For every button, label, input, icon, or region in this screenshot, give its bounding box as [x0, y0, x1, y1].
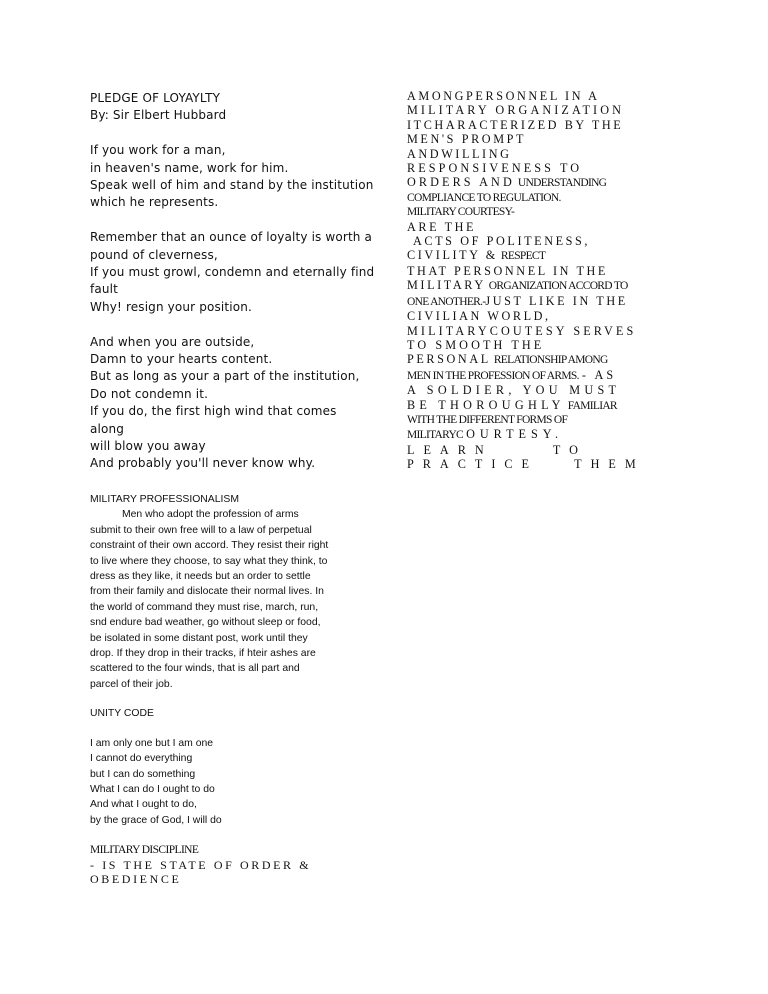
courtesy-line: MILITARYC OURTESY. [407, 427, 564, 442]
paragraph-line: dress as they like, it needs but an order to settle [90, 571, 311, 583]
courtesy-line: MEN'S PROMPT [407, 132, 527, 147]
courtesy-line: MEN IN THE PROFESSION OF ARMS. - AS [407, 367, 617, 382]
poem-line: If you must growl, condemn and eternally find [90, 265, 375, 280]
courtesy-line: CIVILIAN WORLD, [407, 309, 551, 324]
paragraph-line: from their family and dislocate their normal lives. In [90, 586, 324, 598]
courtesy-line: PERSONAL RELATIONSHIP AMONG [407, 352, 608, 367]
courtesy-line: RESPONSIVENESS TO [407, 161, 583, 176]
unity-line: What I can do I ought to do [90, 783, 215, 795]
discipline-title: MILITARY DISCIPLINE [90, 844, 199, 856]
paragraph-line: snd endure bad weather, go without sleep or food, [90, 617, 321, 629]
military-professionalism-section [90, 492, 365, 828]
courtesy-line: BE THOROUGHLY FAMILIAR [407, 397, 617, 412]
paragraph-line: to live where they choose, to say what they think, to [90, 555, 328, 567]
poem-line: But as long as your a part of the institution, [90, 369, 360, 384]
courtesy-line: ACTS OF POLITENESS, [413, 234, 591, 249]
courtesy-line: TO SMOOTH THE [407, 337, 545, 352]
unity-line: but I can do something [90, 768, 196, 780]
paragraph-line: drop. If they drop in their tracks, if hteir ashes are [90, 648, 316, 660]
courtesy-line: MILITARYCOUTESY SERVES [407, 323, 637, 338]
courtesy-line: THAT PERSONNEL IN THE [407, 263, 608, 278]
poem-line: pound of cleverness, [90, 247, 218, 262]
courtesy-line: MILITARY ORGANIZATION [407, 103, 625, 118]
poem-line: If you do, the first high wind that comes [90, 404, 337, 419]
poem-line: will blow you away [90, 439, 206, 454]
courtesy-line: MILITARY ORGANIZATION ACCORD TO [407, 278, 628, 293]
courtesy-line: ARE THE [407, 219, 477, 234]
military-courtesy-column [407, 89, 677, 472]
courtesy-line: WITH THE DIFFERENT FORMS OF [407, 413, 568, 426]
poem-line: Why! resign your position. [90, 299, 252, 314]
poem-line: in heaven's name, work for him. [90, 160, 289, 175]
courtesy-line: PRACTICE THEM [407, 457, 645, 472]
paragraph-line: scattered to the four winds, that is all part and [90, 663, 300, 675]
courtesy-line: MILITARY COURTESY- [407, 206, 515, 219]
poem-title: PLEDGE OF LOYAYLTY [90, 91, 221, 105]
military-discipline-section [90, 843, 390, 886]
discipline-line: - IS THE STATE OF ORDER & [90, 858, 312, 872]
poem-line: Do not condemn it. [90, 386, 209, 401]
pledge-of-loyalty-section [90, 90, 380, 473]
poem-line: If you work for a man, [90, 143, 226, 158]
paragraph-line: constraint of their own accord. They resist their right [90, 540, 329, 552]
unity-line: I cannot do everything [90, 753, 193, 765]
courtesy-line: AMONGPERSONNEL IN A [407, 89, 600, 103]
courtesy-line: A SOLDIER, YOU MUST [407, 383, 621, 398]
courtesy-line: ITCHARACTERIZED BY THE [407, 117, 624, 132]
paragraph-line: the world of command they must rise, march, run, [90, 601, 319, 613]
paragraph-line: parcel of their job. [90, 678, 173, 690]
poem-line: Remember that an ounce of loyalty is worth a [90, 230, 373, 245]
courtesy-line: LEARN TO [407, 442, 587, 457]
poem-author: By: Sir Elbert Hubbard [90, 108, 227, 123]
paragraph-line: Men who adopt the profession of arms [122, 509, 299, 521]
poem-line: Speak well of him and stand by the institution [90, 178, 374, 193]
unity-line: And what I ought to do, [90, 799, 197, 811]
poem-line: Damn to your hearts content. [90, 352, 273, 367]
unity-line: I am only one but I am one [90, 737, 214, 749]
unity-code-heading: UNITY CODE [90, 708, 154, 720]
unity-line: by the grace of God, I will do [90, 814, 222, 826]
courtesy-line: ORDERS AND UNDERSTANDING [407, 175, 607, 190]
section-heading: MILITARY PROFESSIONALISM [90, 494, 239, 505]
courtesy-line: CIVILITY & RESPECT [407, 248, 546, 263]
poem-line: And probably you'll never know why. [90, 456, 316, 471]
discipline-line: OBEDIENCE [90, 872, 182, 886]
paragraph-line: be isolated in some distant post, work until they [90, 632, 308, 644]
courtesy-line: COMPLIANCE TO REGULATION. [407, 191, 561, 204]
paragraph-line: submit to their own free will to a law of perpetual [90, 524, 312, 536]
poem-line: And when you are outside, [90, 334, 255, 349]
courtesy-line: ANDWILLING [407, 146, 512, 161]
poem-line: which he represents. [90, 195, 219, 210]
courtesy-line: ONE ANOTHER.-JUST LIKE IN THE [407, 293, 628, 308]
poem-line: along [90, 421, 125, 436]
poem-line: fault [90, 282, 118, 297]
